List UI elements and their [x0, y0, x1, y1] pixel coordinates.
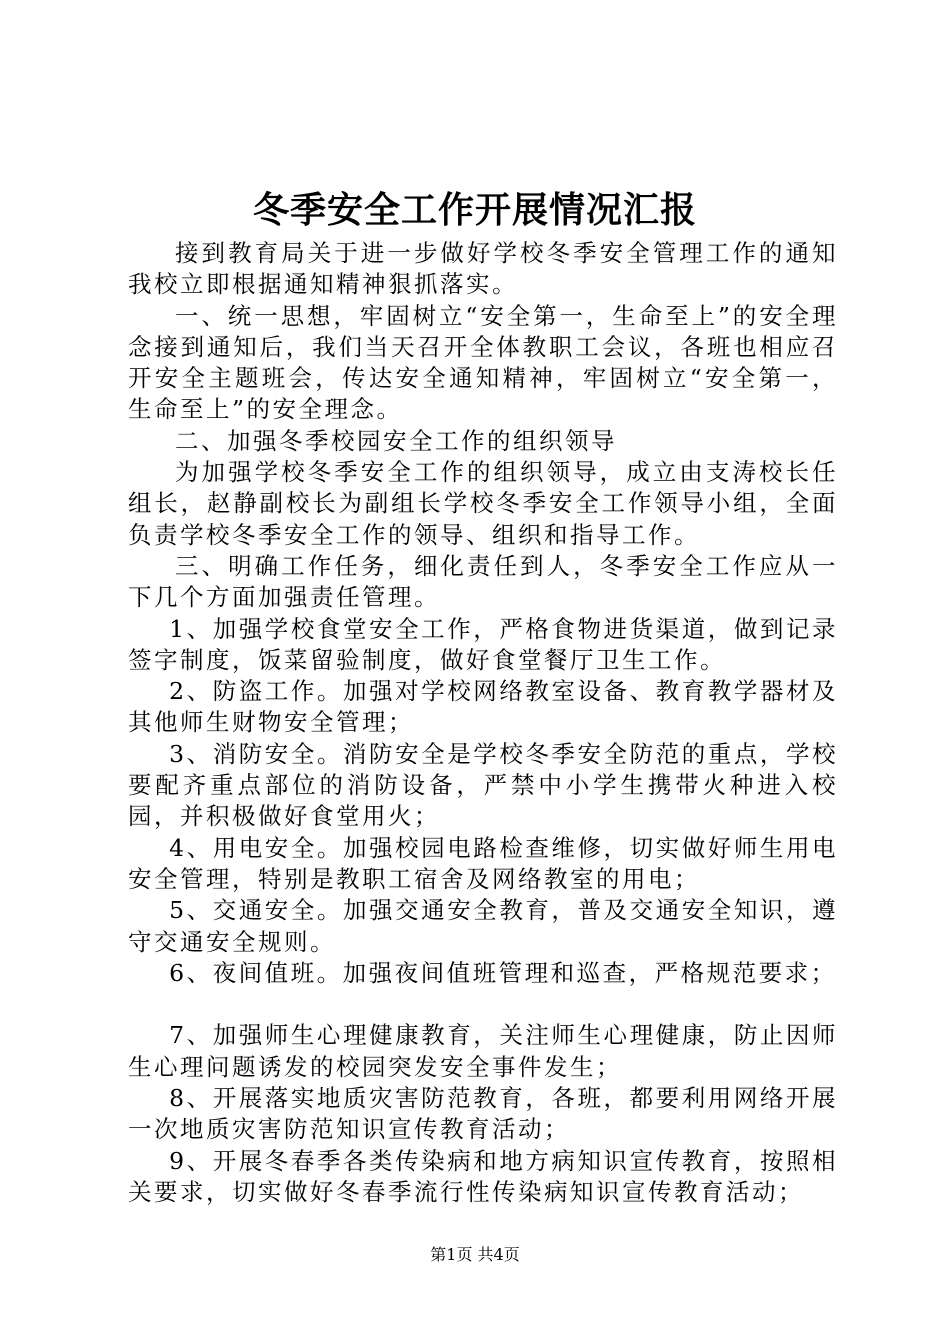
list-item-8: 8、开展落实地质灾害防范教育，各班，都要利用网络开展一次地质灾害防范知识宣传教育活动；	[128, 1084, 838, 1144]
list-item-3: 3、消防安全。消防安全是学校冬季安全防范的重点，学校要配齐重点部位的消防设备，严禁中小学生携带火种进入校园，并积极做好食堂用火；	[128, 739, 838, 831]
paragraph-section-2-body: 为加强学校冬季安全工作的组织领导，成立由支涛校长任组长，赵静副校长为副组长学校冬季安全工作领导小组，全面负责学校冬季安全工作的领导、组织和指导工作。	[128, 458, 838, 549]
list-item-1: 1、加强学校食堂安全工作，严格食物进货渠道，做到记录签字制度，饭菜留验制度，做好食堂餐厅卫生工作。	[128, 614, 838, 674]
list-item-5: 5、交通安全。加强交通安全教育，普及交通安全知识，遵守交通安全规则。	[128, 896, 838, 956]
list-item-7: 7、加强师生心理健康教育，关注师生心理健康，防止因师生心理问题诱发的校园突发安全事件发生；	[128, 1021, 838, 1081]
list-item-2: 2、防盗工作。加强对学校网络教室设备、教育教学器材及其他师生财物安全管理；	[128, 677, 838, 737]
page-number: 第1页 共4页	[430, 1245, 520, 1264]
paragraph-intro: 接到教育局关于进一步做好学校冬季安全管理工作的通知我校立即根据通知精神狠抓落实。	[128, 239, 838, 299]
paragraph-section-1: 一、统一思想，牢固树立“安全第一，生命至上”的安全理念接到通知后，我们当天召开全体教职工会议，各班也相应召开安全主题班会，传达安全通知精神，牢固树立“安全第一，生命至上”的安全理念。	[128, 301, 838, 424]
paragraph-section-2-heading: 二、加强冬季校园安全工作的组织领导	[175, 426, 617, 455]
blank-line	[128, 989, 838, 1020]
document-title: 冬季安全工作开展情况汇报	[252, 189, 697, 231]
list-item-9: 9、开展冬春季各类传染病和地方病知识宣传教育，按照相关要求，切实做好冬春季流行性传染病知识宣传教育活动；	[128, 1146, 838, 1206]
paragraph-section-3: 三、明确工作任务，细化责任到人，冬季安全工作应从一下几个方面加强责任管理。	[128, 551, 838, 612]
list-item-6: 6、夜间值班。加强夜间值班管理和巡查，严格规范要求；	[169, 958, 837, 987]
document-body	[128, 238, 838, 1208]
list-item-4: 4、用电安全。加强校园电路检查维修，切实做好师生用电安全管理，特别是教职工宿舍及网络教室的用电；	[128, 833, 838, 893]
